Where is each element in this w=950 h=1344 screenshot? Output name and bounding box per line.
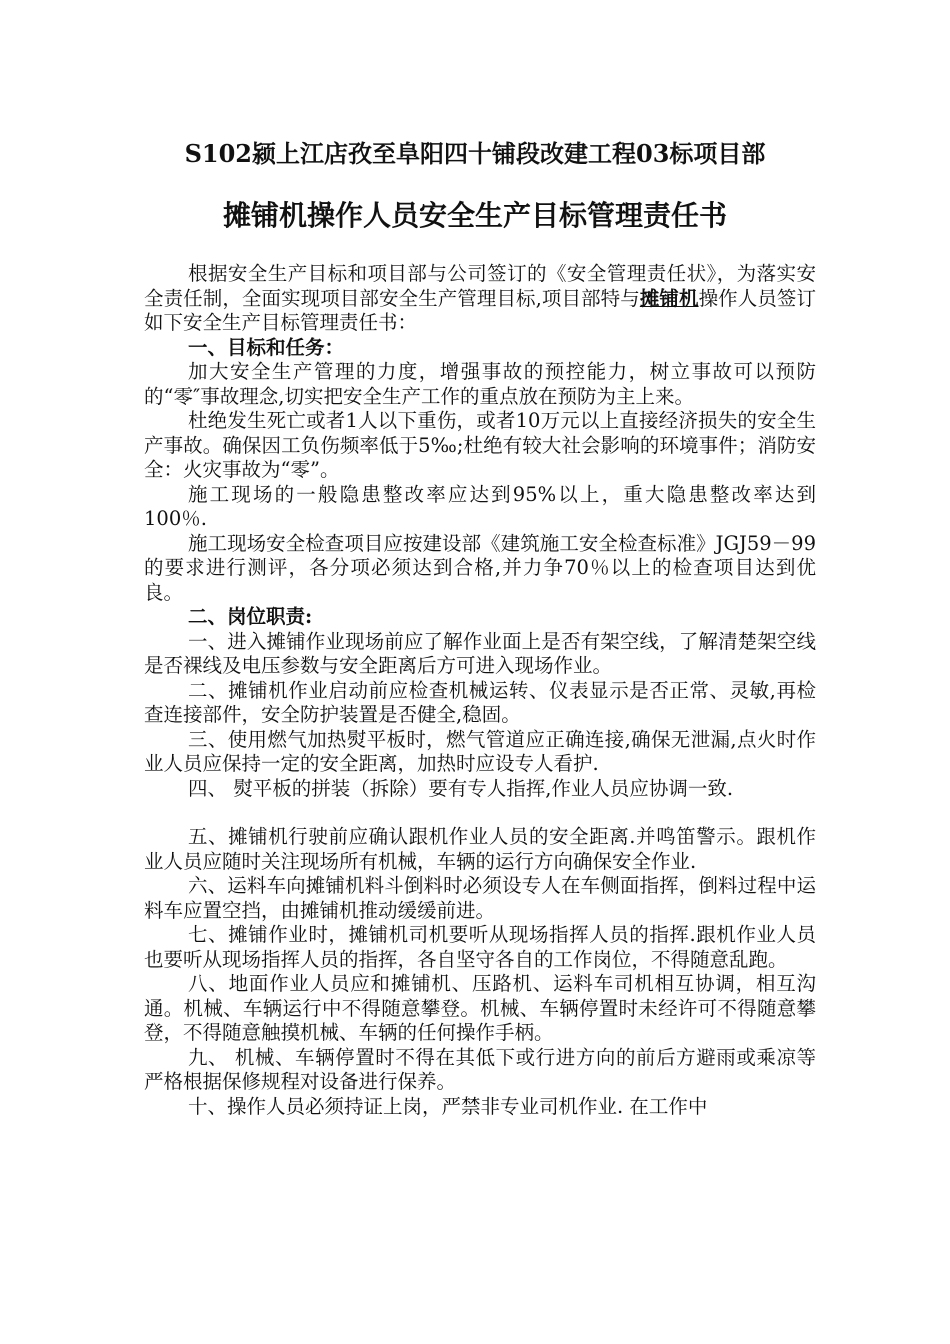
duty-item: 六、运料车向摊铺机料斗倒料时必须设专人在车侧面指挥，倒料过程中运料车应置空挡，由摊铺机推动缓缓前进。 <box>144 874 816 922</box>
duty-item: 七、摊铺作业时，摊铺机司机要听从现场指挥人员的指挥.跟机作业人员也要听从现场指挥人员的指挥，各自坚守各自的工作岗位，不得随意乱跑。 <box>144 923 816 971</box>
section1-heading: 一、目标和任务： <box>188 335 345 359</box>
duty-item: 三、使用燃气加热熨平板时，燃气管道应正确连接,确保无泄漏,点火时作业人员应保持一定的安全距离，加热时应设专人看护. <box>144 727 816 775</box>
section2-heading: 二、岗位职责: <box>188 605 313 628</box>
intro-emphasis: 摊铺机 <box>639 286 699 310</box>
document-title: 摊铺机操作人员安全生产目标管理责任书 <box>222 199 727 232</box>
section1-paragraph: 施工现场的一般隐患整改率应达到95%以上，重大隐患整改率达到100％. <box>144 482 816 530</box>
section1-paragraph: 杜绝发生死亡或者1人以下重伤，或者10万元以上直接经济损失的安全生产事故。确保因工负伤频率低于5‰;杜绝有较大社会影响的环境事件；消防安全：火灾事故为“零”。 <box>144 409 816 481</box>
duty-item: 八、地面作业人员应和摊铺机、压路机、运料车司机相互协调，相互沟通。机械、车辆运行中不得随意攀登。机械、车辆停置时未经许可不得随意攀登，不得随意触摸机械、车辆的任何操作手柄。 <box>144 972 816 1044</box>
section1-paragraph: 施工现场安全检查项目应按建设部《建筑施工安全检查标准》JGJ59－99的要求进行测评，各分项必须达到合格,并力争70％以上的检查项目达到优良。 <box>144 531 816 604</box>
org-title: S102颍上江店孜至阜阳四十铺段改建工程03标项目部 <box>184 139 766 168</box>
section1-paragraph: 加大安全生产管理的力度，增强事故的预控能力，树立事故可以预防的“零″事故理念,切实把安全生产工作的重点放在预防为主上来。 <box>144 360 816 408</box>
duty-item: 一、进入摊铺作业现场前应了解作业面上是否有架空线，了解清楚架空线是否裸线及电压参数与安全距离后方可进入现场作业。 <box>144 629 816 677</box>
intro-paragraph <box>144 262 816 336</box>
document-body <box>144 262 816 1119</box>
duty-item: 十、操作人员必须持证上岗，严禁非专业司机作业. 在工作中 <box>188 1094 708 1118</box>
duty-item: 九、 机械、车辆停置时不得在其低下或行进方向的前后方避雨或乘凉等严格根据保修规程对设备进行保养。 <box>144 1045 816 1093</box>
duty-item: 二、摊铺机作业启动前应检查机械运转、仪表显示是否正常、灵敏,再检查连接部件，安全防护装置是否健全,稳固。 <box>144 678 816 726</box>
intro-text-1: 根据安全生产目标和项目部与公司签订的《安全管理责任状》，为落实安全责任制，全面实现项目部安全生产管理目标,项目部特与 <box>144 262 816 310</box>
duty-item: 四、 熨平板的拼装（拆除）要有专人指挥,作业人员应协调一致. <box>188 776 734 800</box>
duty-item: 五、摊铺机行驶前应确认跟机作业人员的安全距离.并鸣笛警示。跟机作业人员应随时关注现场所有机械，车辆的运行方向确保安全作业. <box>144 825 816 873</box>
intro-text-2: 操作人员签订如下安全生产目标管理责任书： <box>144 286 816 334</box>
